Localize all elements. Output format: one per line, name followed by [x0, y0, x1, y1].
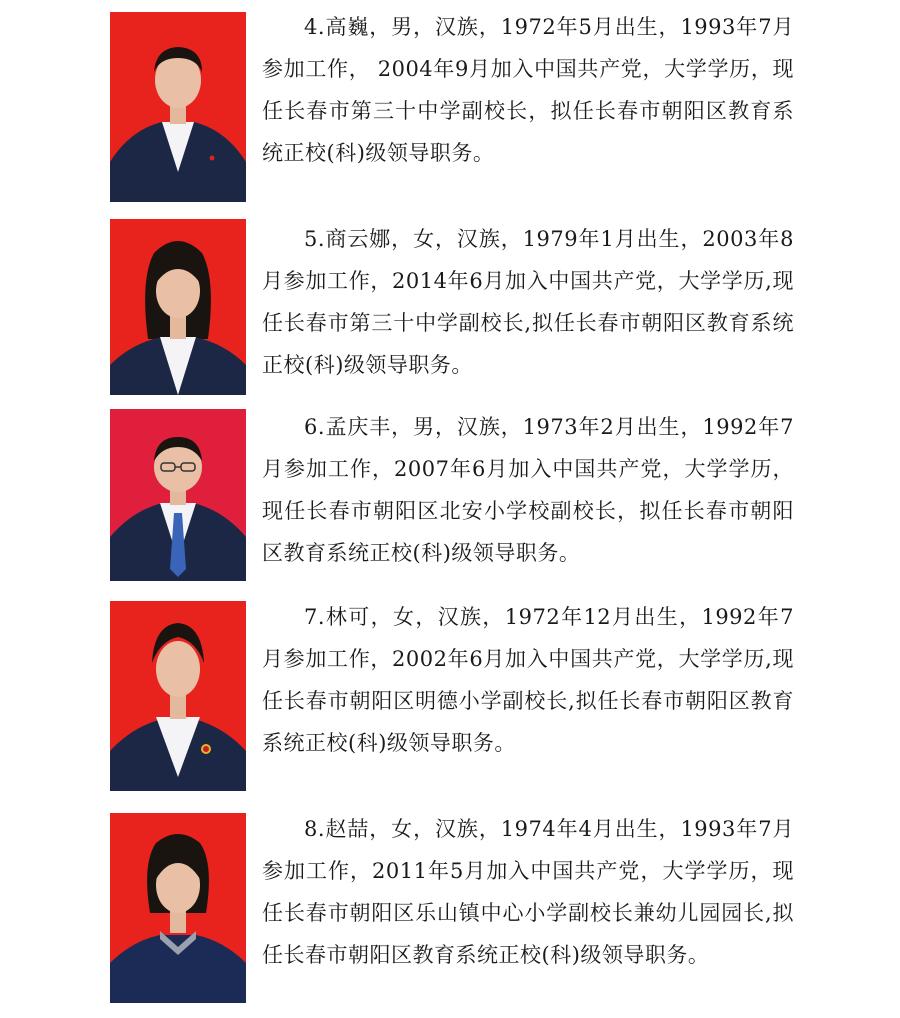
candidate-description: 6.孟庆丰，男，汉族，1973年2月出生，1992年7月参加工作，2007年6月加入中国共产党，大学学历，现任长春市朝阳区北安小学校副校长，拟任长春市朝阳区教育系统正校(科)级领导职务。: [262, 415, 794, 565]
candidate-photo: [110, 601, 246, 791]
portrait-woman-icon: [110, 219, 246, 395]
portrait-woman-badge-icon: [110, 601, 246, 791]
candidate-description: 4.高巍，男，汉族，1972年5月出生，1993年7月参加工作， 2004年9月加入中国共产党，大学学历，现任长春市第三十中学副校长，拟任长春市朝阳区教育系统正校(科)级领导职务。: [262, 15, 794, 165]
candidate-description: 5.商云娜，女，汉族，1979年1月出生，2003年8月参加工作，2014年6月加入中国共产党，大学学历,现任长春市第三十中学副校长,拟任长春市朝阳区教育系统正校(科)级领导职务。: [262, 227, 794, 377]
portrait-man-icon: [110, 12, 246, 202]
candidate-description: 7.林可，女，汉族，1972年12月出生，1992年7月参加工作，2002年6月加入中国共产党，大学学历,现任长春市朝阳区明德小学副校长,拟任长春市朝阳区教育系统正校(科)级领导职务。: [262, 605, 794, 755]
candidate-photo: [110, 12, 246, 202]
candidate-description: 8.赵喆，女，汉族，1974年4月出生，1993年7月参加工作，2011年5月加入中国共产党，大学学历，现任长春市朝阳区乐山镇中心小学副校长兼幼儿园园长,拟任长春市朝阳区教育系统正校(科)级领导职务。: [262, 817, 794, 967]
candidate-photo: [110, 219, 246, 395]
portrait-man-glasses-icon: [110, 409, 246, 581]
candidate-photo: [110, 409, 246, 581]
candidate-photo: [110, 813, 246, 1003]
portrait-woman-sweater-icon: [110, 813, 246, 1003]
